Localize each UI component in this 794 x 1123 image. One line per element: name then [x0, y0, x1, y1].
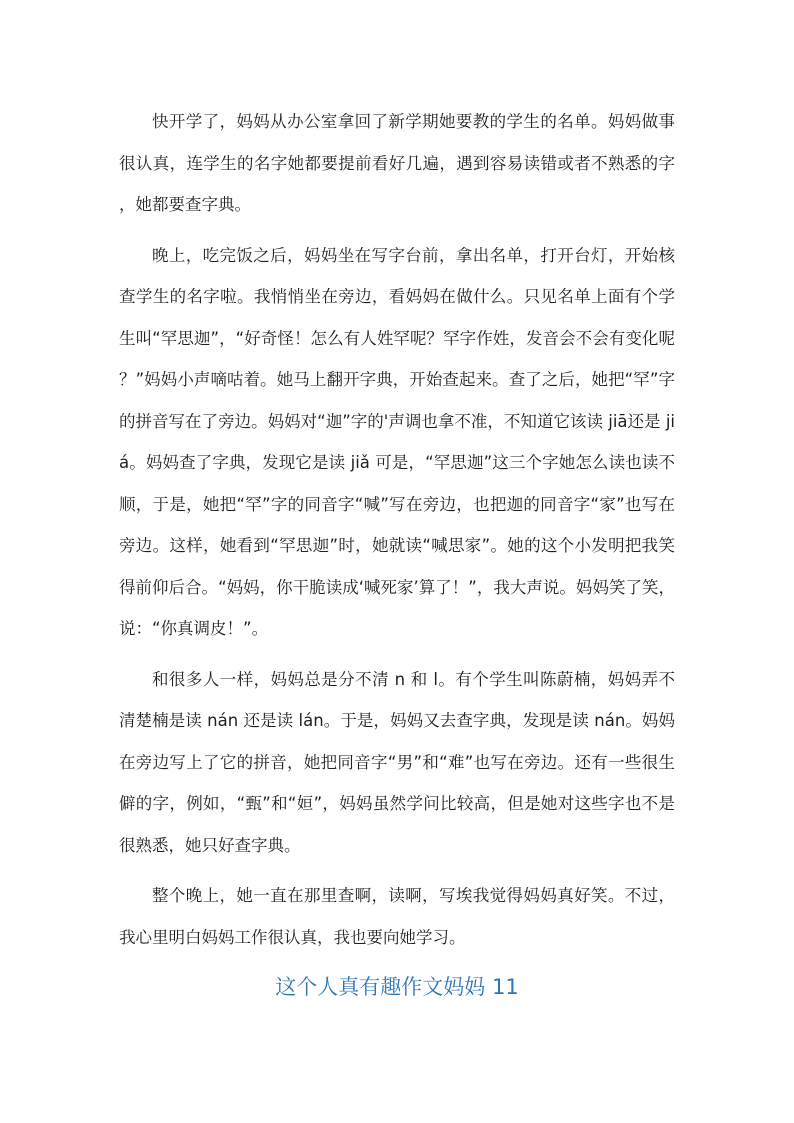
document-body — [119, 101, 675, 1007]
section-heading: 这个人真有趣作文妈妈 11 — [275, 975, 519, 999]
paragraph-4: 整个晚上，她一直在那里查啊，读啊，写埃我觉得妈妈真好笑。不过，我心里明白妈妈工作很认真，我也要向她学习。 — [119, 886, 675, 947]
paragraph-2: 晚上，吃完饭之后，妈妈坐在写字台前，拿出名单，打开台灯，开始核查学生的名字啦。我悄悄坐在旁边，看妈妈在做什么。只见名单上面有个学生叫“罕思迦”，“好奇怪！怎么有人姓罕呢？罕字作姓，发音会不会有变化呢？”妈妈小声嘀咕着。她马上翻开字典，开始查起来。查了之后，她把“罕”字的拼音写在了旁边。妈妈对“迦”字的'声调也拿不准，不知道它该读 jiā还是 jiá。妈妈查了字典，发现它是读 jiǎ 可是，“罕思迦”这三个字她怎么读也读不顺，于是，她把“罕”字的同音字“喊”写在旁边，也把迦的同音字“家”也写在旁边。这样，她看到“罕思迦”时，她就读“喊思家”。她的这个小发明把我笑得前仰后合。“妈妈，你干脆读成‘喊死家’算了！”，我大声说。妈妈笑了笑，说：“你真调皮！”。 — [119, 245, 675, 638]
paragraph-1: 快开学了，妈妈从办公室拿回了新学期她要教的学生的名单。妈妈做事很认真，连学生的名字她都要提前看好几遍，遇到容易读错或者不熟悉的字，她都要查字典。 — [119, 112, 675, 214]
paragraph-3: 和很多人一样，妈妈总是分不清 n 和 l。有个学生叫陈蔚楠，妈妈弄不清楚楠是读 nán 还是读 lán。于是，妈妈又去查字典，发现是读 nán。妈妈在旁边写上了它的拼音，她把同音字“男”和“难”也写在旁边。还有一些很生僻的字，例如，“甄”和“姮”，妈妈虽然学问比较高，但是她对这些字也不是很熟悉，她只好查字典。 — [119, 669, 675, 855]
